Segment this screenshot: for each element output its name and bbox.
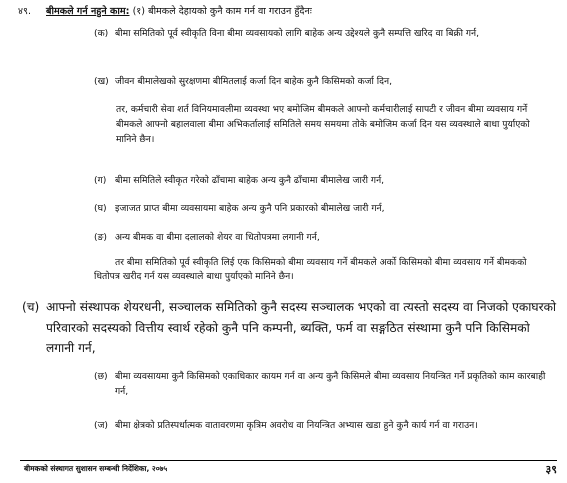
section-number: ४९. (18, 6, 32, 17)
proviso-text: तर बीमा समितिको पूर्व स्वीकृति लिई एक किसिमको बीमा व्यवसाय गर्ने बीमकले अर्को किसिमको बीमा व्यवसाय गर्ने बीमकको धितोपत्र खरीद गर्न यस व्यवस्थाले बाधा पुर्याएको मानिने छैन। (94, 257, 527, 282)
item-text: इजाजत प्राप्त बीमा व्यवसायमा बाहेक अन्य कुनै पनि प्रकारको बीमालेख जारी गर्न, (115, 203, 385, 214)
item-text: बीमा क्षेत्रको प्रतिस्पर्धात्मक वातावरणमा कृत्रिम अवरोध वा नियन्त्रित अभ्यास खडा हुने कुनै कार्य गर्न वा गराउन। (115, 420, 478, 431)
item-text: आफ्नो संस्थापक शेयरधनी, सञ्चालक समितिको कुनै सदस्य सञ्चालक भएको वा त्यस्तो सदस्य वा निजको एकाघरको परिवारको सदस्यको वित्तीय स्वार्थ रहेको कुनै पनि कम्पनी, ब्यक्ति, फर्म वा सङ्गठित संस्थामा कुनै पनि किसिमको लगानी गर्न, (46, 300, 557, 355)
footer-document-title: बीमकको संस्थागत सुशासन सम्बन्धी निर्देशिका, २०७५ (24, 464, 168, 473)
item-label: (ग) (94, 175, 107, 186)
item-nga (94, 230, 548, 245)
section-title: बीमकले गर्न नहुने काम: (46, 6, 130, 17)
item-text: बीमा व्यवसायमा कुनै किसिमको एकाधिकार कायम गर्न वा अन्य कुनै किसिमले बीमा व्यवसाय नियन्त्रित गर्ने प्रकृतिको काम कारबाही गर्न, (115, 371, 546, 397)
item-nga-proviso (94, 256, 548, 284)
section-intro: (१) बीमकले देहायको कुनै काम गर्न वा गराउन हुँदैनः (132, 6, 312, 17)
item-kha (94, 74, 548, 89)
item-label: (घ) (94, 203, 107, 214)
section-heading (18, 5, 558, 19)
item-text: जीवन बीमालेखको सुरक्षणमा बीमितलाई कर्जा दिन बाहेक कुनै किसिमको कर्जा दिन, (115, 76, 393, 87)
item-ja (94, 418, 548, 433)
item-gha (94, 201, 548, 216)
item-label: (क) (94, 28, 109, 39)
page-footer (20, 460, 557, 479)
item-text: बीमा समितिको पूर्व स्वीकृति विना बीमा व्यवसायको लागि बाहेक अन्य उद्देश्यले कुनै सम्पत्ति खरिद वा बिक्री गर्न, (115, 28, 480, 39)
item-text: बीमा समितिले स्वीकृत गरेको ढाँचामा बाहेक अन्य कुनै ढाँचामा बीमालेख जारी गर्न, (115, 175, 385, 186)
item-text: अन्य बीमक वा बीमा दलालको शेयर वा धितोपत्रमा लगानी गर्न, (115, 232, 320, 243)
item-label: (च) (22, 300, 40, 314)
item-kha-proviso (116, 102, 550, 147)
item-ch (22, 297, 557, 359)
item-label: (ङ) (94, 232, 108, 243)
item-label: (ख) (94, 76, 109, 87)
item-label: (ज) (94, 420, 108, 431)
item-chha (94, 369, 548, 399)
item-ga (94, 173, 548, 188)
item-ka (94, 26, 548, 41)
proviso-text: तर, कर्मचारी सेवा शर्त विनियमावलीमा व्यवस्था भए बमोजिम बीमकले आफ्नो कर्मचारीलाई सापटी र जीवन बीमा व्यवसाय गर्ने बीमकले आफ्नो बहालवाला बीमा अभिकर्तालाई समितिले समय समयमा तोके बमोजिम कर्जा दिन यस व्यवस्थाले बाधा पुर्याएको मानिने छैन। (116, 104, 530, 145)
item-label: (छ) (94, 371, 108, 382)
page-number: ३९ (545, 463, 557, 476)
